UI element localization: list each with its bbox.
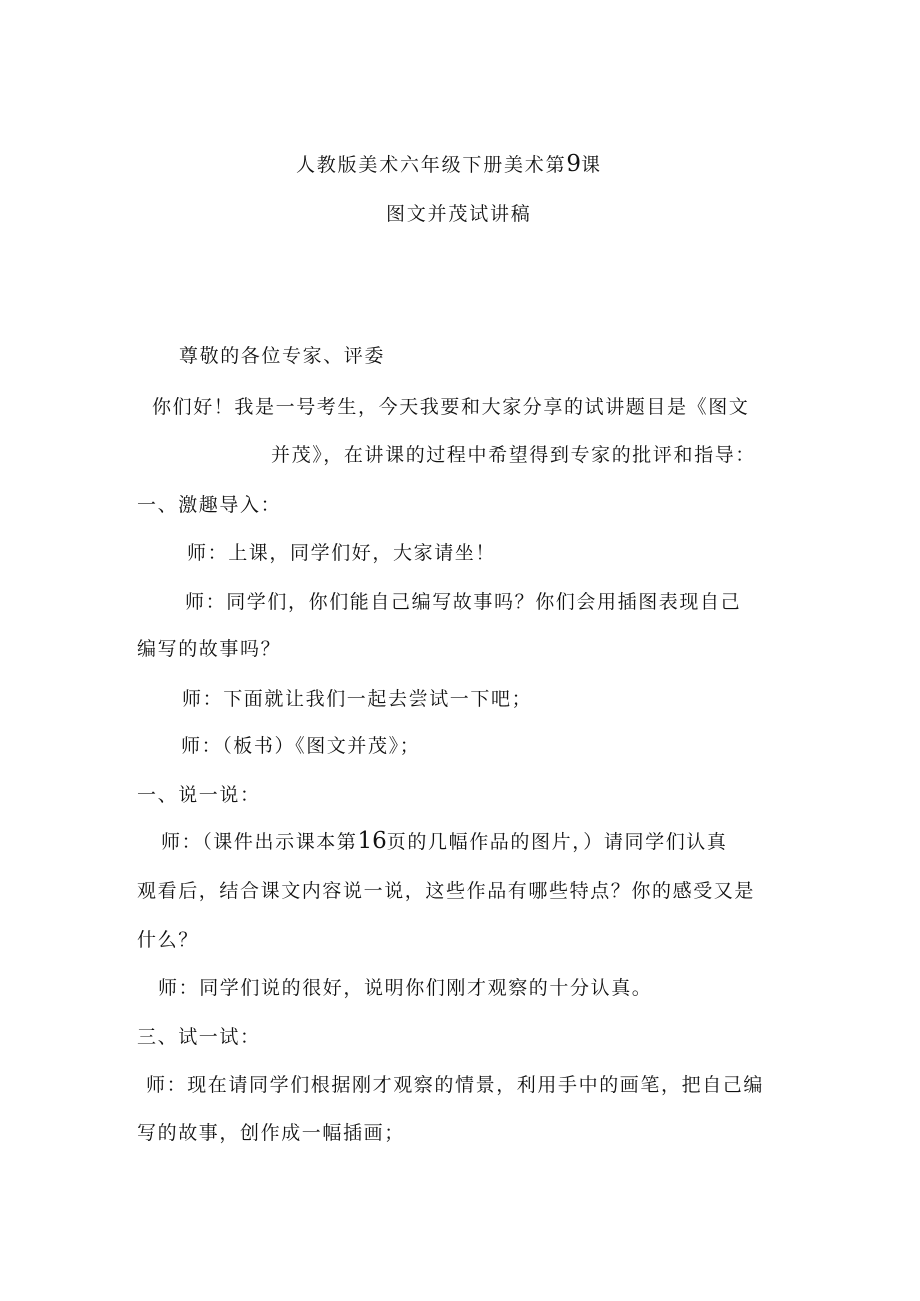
title-text-suffix: 课 [581,154,602,176]
teacher-line-praise: 师：同学们说的很好，说明你们刚才观察的十分认真。 [158,977,653,999]
intro-line-2: 并茂》，在讲课的过程中希望得到专家的批评和指导： [271,444,756,466]
teacher-line-courseware-1 [161,829,728,854]
teacher-line-courseware-2: 观看后，结合课文内容说一说，这些作品有哪些特点？你的感受又是 [137,880,756,902]
page-number: 16 [357,828,387,854]
teacher-line-board: 师：（板书）《图文并茂》； [181,735,421,757]
title-lesson-number: 9 [566,151,582,177]
section-heading-speak: 一、说一说： [137,784,261,806]
section-heading-intro: 一、激趣导入： [137,494,282,516]
document-title-line-2: 图文并茂试讲稿 [386,203,532,225]
section-heading-try: 三、试一试： [137,1026,261,1048]
courseware-text-suffix: 页的几幅作品的图片，）请同学们认真 [386,831,728,853]
teacher-line-question-2: 编写的故事吗？ [137,638,282,660]
title-text-prefix: 人教版美术六年级下册美术第 [296,154,567,176]
teacher-line-try: 师：下面就让我们一起去尝试一下吧； [182,688,533,710]
document-title-line-1 [296,152,602,177]
teacher-line-question-1: 师：同学们，你们能自己编写故事吗？你们会用插图表现自己 [185,591,742,613]
teacher-line-create-2: 写的故事，创作成一幅插画； [137,1122,405,1144]
courseware-text-prefix: 师：（课件出示课本第 [161,831,358,853]
intro-line-1: 你们好！我是一号考生，今天我要和大家分享的试讲题目是《图文 [152,396,750,418]
teacher-line-create-1: 师：现在请同学们根据刚才观察的情景，利用手中的画笔，把自己编 [146,1074,765,1096]
greeting-line: 尊敬的各位专家、评委 [179,345,386,367]
teacher-line-greet: 师：上课，同学们好，大家请坐！ [187,542,497,564]
teacher-line-courseware-3: 什么？ [137,929,199,951]
